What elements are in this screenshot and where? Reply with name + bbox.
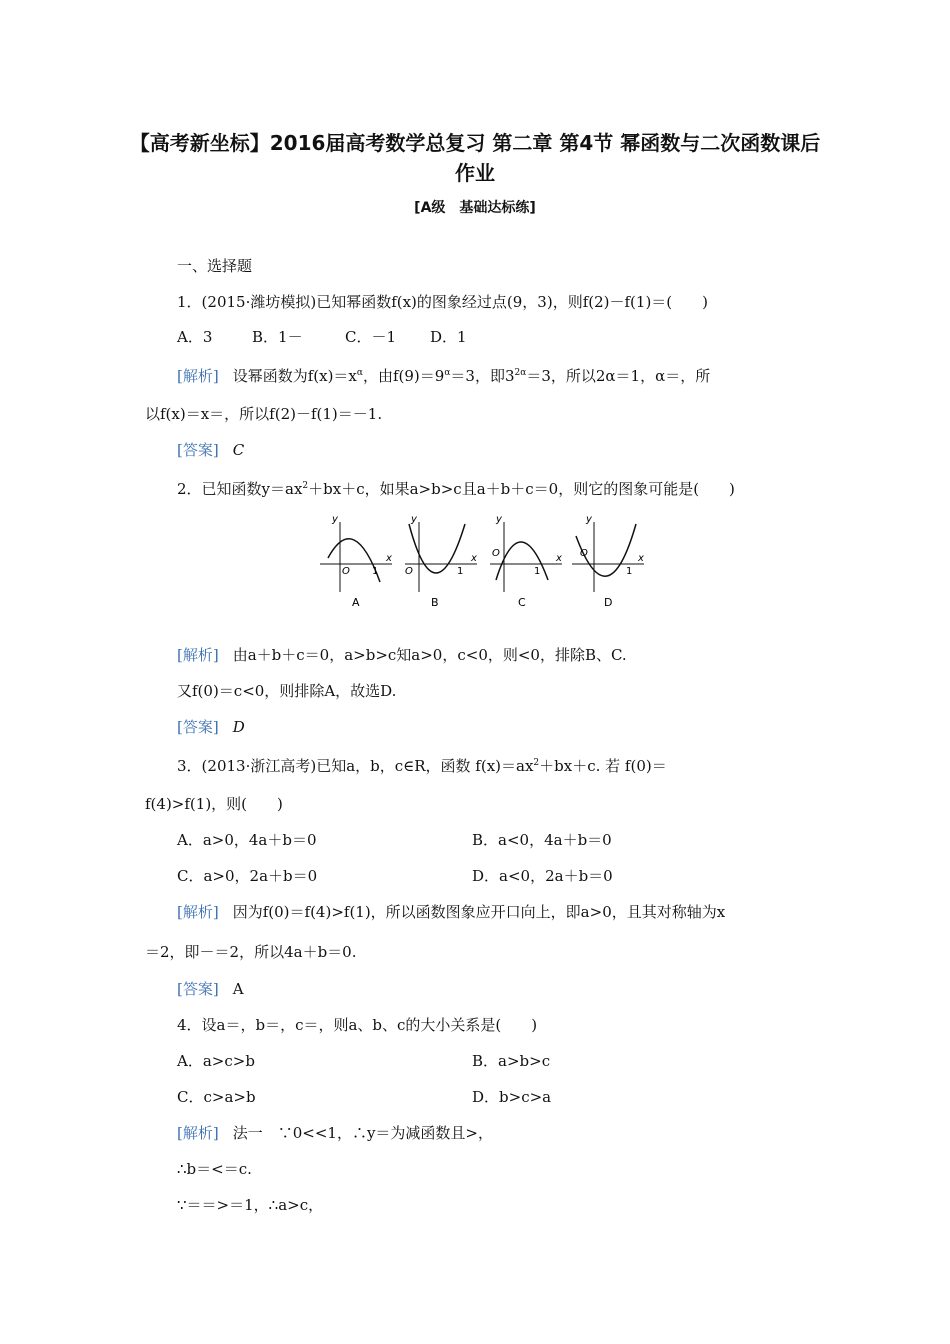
q3-stem: 3．(2013·浙江高考)已知a，b，c∈R，函数 $f(x)=ax^2+bx+c$. 若 f(0)＝ — [177, 757, 667, 775]
q3-stem-cont: f(4)>f(1)，则( ) — [145, 795, 283, 813]
q1-option-a: A．3 — [177, 328, 213, 346]
svg-text:B: B — [431, 596, 439, 609]
level-heading: [A级 基础达标练] — [414, 200, 536, 216]
analysis-label: [解析] — [177, 646, 219, 664]
q3-option-b: B．a<0，4a＋b＝0 — [472, 831, 612, 849]
q4-option-a: A．a>c>b — [177, 1052, 255, 1070]
svg-text:C: C — [518, 596, 526, 609]
analysis-label: [解析] — [177, 367, 219, 385]
q4-analysis-line3: ∵＝＝>＝1，∴a>c， — [177, 1196, 324, 1214]
graph-b — [405, 514, 477, 609]
svg-text:1: 1 — [372, 566, 379, 577]
q2-stem: 2．已知函数$y=ax^2+bx+c$，如果a>b>c且a＋b＋c＝0，则它的图象可能是( ) — [177, 480, 735, 498]
svg-text:y: y — [496, 514, 502, 525]
answer-label: [答案] — [177, 980, 219, 998]
answer-label: [答案] — [177, 441, 219, 459]
q3-analysis: [解析] 因为f(0)＝f(4)>f(1)，所以函数图象应开口向上，即a>0，且其对称轴为x — [177, 903, 726, 921]
svg-text:D: D — [604, 596, 613, 609]
svg-text:y: y — [411, 514, 417, 525]
analysis-label: [解析] — [177, 903, 219, 921]
q3-option-a: A．a>0，4a＋b＝0 — [177, 831, 317, 849]
q1-analysis-cont: 以f(x)＝x＝，所以f(2)－f(1)＝－1. — [145, 405, 383, 423]
q4-option-c: C．c>a>b — [177, 1088, 256, 1106]
q1-stem: 1．(2015·潍坊模拟)已知幂函数f(x)的图象经过点(9，3)，则f(2)－f(1)＝( ) — [177, 293, 709, 311]
q4-analysis: [解析] 法一 ∵0<<1，∴y＝为减函数且>， — [177, 1124, 493, 1142]
q4-analysis-line2: ∴b＝<＝c. — [177, 1160, 252, 1178]
q3-analysis-cont: ＝2，即－＝2，所以4a＋b＝0. — [145, 943, 357, 961]
q3-option-c: C．a>0，2a＋b＝0 — [177, 867, 318, 885]
analysis-label: [解析] — [177, 1124, 219, 1142]
svg-text:1: 1 — [626, 566, 633, 577]
svg-text:x: x — [638, 553, 644, 564]
q1-option-d: D．1 — [430, 328, 467, 346]
svg-text:1: 1 — [534, 566, 541, 577]
svg-text:O: O — [342, 566, 350, 577]
graph-c — [490, 514, 562, 609]
svg-text:x: x — [471, 553, 477, 564]
svg-text:y: y — [332, 514, 338, 525]
svg-text:O: O — [492, 548, 500, 559]
q4-option-b: B．a>b>c — [472, 1052, 551, 1070]
svg-text:x: x — [386, 553, 392, 564]
q2-analysis: [解析] 由a＋b＋c＝0，a>b>c知a>0，c<0，则<0，排除B、C. — [177, 646, 627, 664]
q2-analysis-cont: 又f(0)＝c<0，则排除A，故选D. — [177, 682, 397, 700]
q1-option-b: B．1－ — [252, 328, 303, 346]
svg-text:A: A — [352, 596, 360, 609]
parabola-graphs-figure — [310, 510, 644, 610]
q2-answer: [答案] D — [177, 718, 245, 736]
q4-option-d: D．b>c>a — [472, 1088, 552, 1106]
q1-answer: [答案] C — [177, 441, 245, 459]
svg-text:O: O — [405, 566, 413, 577]
document-title: 【高考新坐标】2016届高考数学总复习 第二章 第4节 幂函数与二次函数课后作业 — [129, 131, 821, 185]
q3-option-d: D．a<0，2a＋b＝0 — [472, 867, 613, 885]
svg-text:1: 1 — [457, 566, 464, 577]
graph-d — [572, 514, 644, 609]
q4-stem: 4．设a＝，b＝，c＝，则a、b、c的大小关系是( ) — [177, 1016, 538, 1034]
q3-answer: [答案] A — [177, 980, 244, 998]
svg-text:O: O — [580, 548, 588, 559]
graph-a — [320, 514, 392, 609]
svg-text:x: x — [556, 553, 562, 564]
section-heading: 一、选择题 — [177, 257, 253, 275]
svg-text:y: y — [586, 514, 592, 525]
q1-option-c: C．－1 — [345, 328, 397, 346]
q1-analysis: [解析] 设幂函数为$f(x)=x^\alpha$，由$f(9)=9^\alpha=3$，即$3^{2\alpha}=3$，所以2α＝1，α＝，所 — [177, 367, 711, 385]
answer-label: [答案] — [177, 718, 219, 736]
